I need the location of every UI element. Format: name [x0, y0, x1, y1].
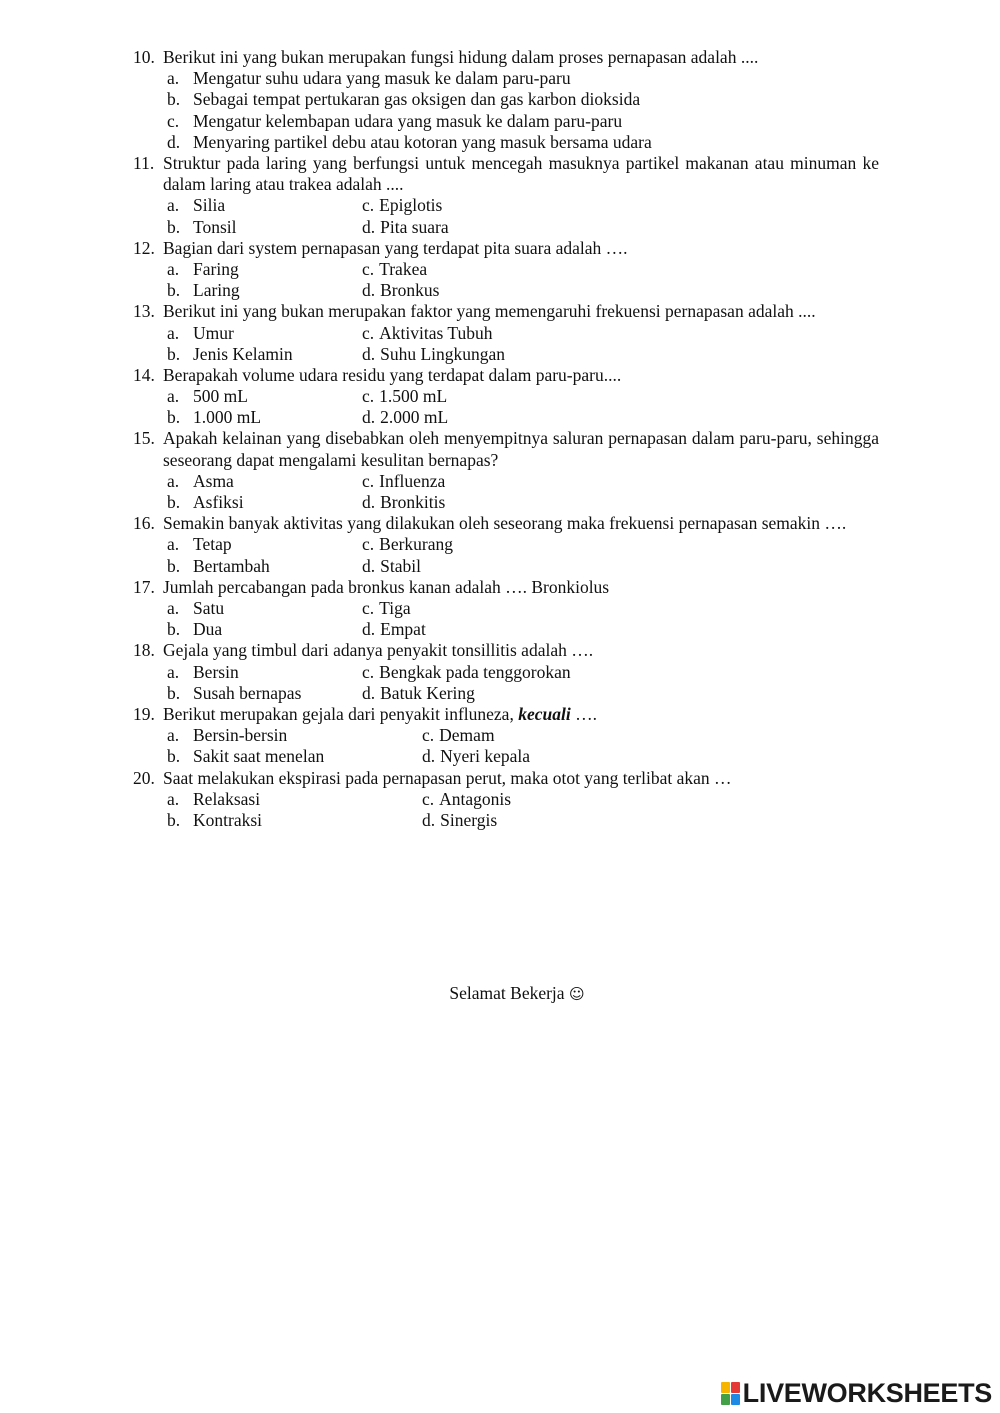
question-text-main: Berikut merupakan gejala dari penyakit influneza,	[163, 703, 519, 724]
answer-options	[163, 471, 879, 513]
option-letter: d.	[362, 492, 376, 513]
option-text: Bronkitis	[380, 492, 446, 513]
option-text: Umur	[193, 322, 234, 343]
option-letter: b.	[167, 746, 181, 767]
answer-option[interactable]	[163, 259, 362, 280]
question-text	[163, 301, 879, 322]
liveworksheets-logo-icon	[721, 1382, 740, 1405]
option-letter: b.	[167, 216, 181, 237]
option-letter: a.	[167, 386, 180, 407]
option-letter: a.	[167, 68, 180, 89]
answer-option[interactable]	[163, 810, 422, 831]
liveworksheets-brand[interactable]	[721, 1377, 992, 1408]
option-letter: d.	[362, 555, 376, 576]
option-letter: d.	[167, 131, 181, 152]
closing-message	[0, 983, 1000, 1005]
question-number: 20.	[133, 767, 155, 788]
answer-option[interactable]	[362, 195, 442, 216]
answer-option[interactable]	[163, 280, 362, 301]
option-text: Jenis Kelamin	[193, 343, 293, 364]
option-text: Relaksasi	[193, 788, 261, 809]
option-text: Tonsil	[193, 216, 237, 237]
question-number: 15.	[133, 428, 155, 449]
answer-options	[163, 725, 879, 767]
question-text	[163, 768, 879, 789]
option-text: Sinergis	[440, 809, 498, 830]
question-text-main: Struktur pada laring yang berfungsi untuk mencegah masuknya partikel makanan atau minuman ke dalam laring atau trakea adalah ....	[163, 152, 879, 195]
question-number: 14.	[133, 364, 155, 385]
answer-option[interactable]	[163, 132, 652, 153]
question-text	[163, 428, 879, 470]
option-text: Sebagai tempat pertukaran gas oksigen dan gas karbon dioksida	[193, 89, 641, 110]
option-text: Sakit saat menelan	[193, 746, 325, 767]
option-letter: c.	[362, 258, 375, 279]
answer-option[interactable]	[163, 471, 362, 492]
option-text: Tiga	[379, 598, 411, 619]
answer-option[interactable]	[362, 386, 447, 407]
answer-option[interactable]	[163, 619, 362, 640]
answer-options	[163, 662, 879, 704]
option-text: Silia	[193, 195, 226, 216]
question-text	[163, 365, 879, 386]
option-letter: a.	[167, 322, 180, 343]
answer-option[interactable]	[163, 746, 422, 767]
option-text: Empat	[380, 619, 426, 640]
answer-option[interactable]	[163, 598, 362, 619]
option-letter: a.	[167, 598, 180, 619]
answer-options	[163, 598, 879, 640]
answer-option[interactable]	[362, 598, 411, 619]
question-number: 18.	[133, 640, 155, 661]
question-20	[133, 768, 879, 832]
option-letter: b.	[167, 280, 181, 301]
option-letter: c.	[362, 322, 375, 343]
question-number: 19.	[133, 703, 155, 724]
option-letter: c.	[362, 534, 375, 555]
option-text: Demam	[439, 725, 495, 746]
answer-options	[163, 195, 879, 237]
answer-option[interactable]	[163, 217, 362, 238]
answer-option[interactable]	[163, 662, 362, 683]
answer-option[interactable]	[163, 386, 362, 407]
option-letter: d.	[422, 746, 436, 767]
option-letter: b.	[167, 492, 181, 513]
question-14	[133, 365, 879, 429]
answer-option[interactable]	[362, 556, 421, 577]
question-text-main: Saat melakukan ekspirasi pada pernapasan perut, maka otot yang terlibat akan …	[163, 767, 732, 788]
answer-option[interactable]	[362, 683, 475, 704]
option-text: Influenza	[379, 470, 446, 491]
question-19	[133, 704, 879, 768]
answer-option[interactable]	[422, 725, 495, 746]
option-text: Bronkus	[380, 280, 440, 301]
option-letter: c.	[362, 598, 375, 619]
option-text: Antagonis	[439, 788, 512, 809]
option-text: Mengatur suhu udara yang masuk ke dalam paru-paru	[193, 68, 571, 89]
question-text-main: Semakin banyak aktivitas yang dilakukan oleh seseorang maka frekuensi pernapasan semakin ….	[163, 513, 847, 534]
question-text-main: Gejala yang timbul dari adanya penyakit tonsillitis adalah ….	[163, 640, 594, 661]
option-text: Trakea	[379, 258, 428, 279]
answer-option[interactable]	[422, 789, 511, 810]
option-text: Pita suara	[380, 216, 449, 237]
option-text: Laring	[193, 280, 240, 301]
option-letter: a.	[167, 195, 180, 216]
option-letter: a.	[167, 661, 180, 682]
option-letter: b.	[167, 555, 181, 576]
option-text: Aktivitas Tubuh	[379, 322, 493, 343]
option-letter: a.	[167, 470, 180, 491]
option-letter: b.	[167, 682, 181, 703]
option-letter: d.	[362, 619, 376, 640]
answer-option[interactable]	[163, 492, 362, 513]
closing-text: Selamat Bekerja	[449, 983, 565, 1003]
question-13	[133, 301, 879, 365]
question-number: 17.	[133, 576, 155, 597]
option-letter: c.	[362, 661, 375, 682]
question-text-main: Jumlah percabangan pada bronkus kanan adalah …. Bronkiolus	[163, 576, 610, 597]
option-text: Tetap	[193, 534, 232, 555]
answer-option[interactable]	[362, 259, 427, 280]
answer-option[interactable]	[163, 789, 422, 810]
answer-options	[163, 323, 879, 365]
option-text: Faring	[193, 258, 239, 279]
question-10	[133, 47, 879, 153]
question-text	[163, 47, 879, 68]
option-letter: b.	[167, 407, 181, 428]
option-letter: d.	[362, 280, 376, 301]
option-text: 1.500 mL	[379, 386, 448, 407]
question-number: 10.	[133, 47, 155, 67]
option-text: Batuk Kering	[380, 682, 475, 703]
question-text	[163, 513, 879, 534]
option-letter: a.	[167, 258, 180, 279]
option-letter: a.	[167, 788, 180, 809]
question-11	[133, 153, 879, 238]
question-17	[133, 577, 879, 641]
option-text: 1.000 mL	[193, 407, 262, 428]
answer-option[interactable]	[163, 407, 362, 428]
answer-option[interactable]	[362, 492, 445, 513]
option-text: Menyaring partikel debu atau kotoran yang masuk bersama udara	[193, 131, 652, 152]
option-text: Bersin	[193, 661, 239, 682]
question-text	[163, 238, 879, 259]
option-text: Stabil	[380, 555, 421, 576]
option-letter: c.	[167, 110, 180, 131]
answer-options	[163, 386, 879, 428]
option-text: Berkurang	[379, 534, 454, 555]
option-text: Epiglotis	[379, 195, 443, 216]
answer-option[interactable]	[163, 534, 362, 555]
option-letter: b.	[167, 343, 181, 364]
question-number: 11.	[133, 152, 155, 173]
option-text: Susah bernapas	[193, 682, 302, 703]
smiley-icon: ☺	[568, 985, 585, 1003]
answer-option[interactable]	[422, 810, 497, 831]
option-text: Satu	[193, 598, 225, 619]
question-text	[163, 704, 879, 725]
option-text: Bertambah	[193, 555, 270, 576]
option-letter: c.	[362, 195, 375, 216]
question-text-main: Berikut ini yang bukan merupakan fungsi hidung dalam proses pernapasan adalah ....	[163, 47, 759, 67]
answer-option[interactable]	[362, 280, 439, 301]
option-text: Mengatur kelembapan udara yang masuk ke dalam paru-paru	[193, 110, 623, 131]
answer-option[interactable]	[362, 619, 426, 640]
option-text: Kontraksi	[193, 809, 263, 830]
question-text-main: Apakah kelainan yang disebabkan oleh menyempitnya saluran pernapasan dalam paru-paru, sehingga seseorang dapat mengalami kesulitan bernapas?	[163, 428, 879, 470]
option-letter: d.	[362, 407, 376, 428]
option-text: Asfiksi	[193, 492, 244, 513]
option-letter: c.	[422, 725, 435, 746]
option-letter: c.	[422, 788, 435, 809]
answer-options	[163, 534, 879, 576]
answer-option[interactable]	[163, 68, 571, 89]
answer-option[interactable]	[163, 344, 362, 365]
answer-option[interactable]	[422, 746, 530, 767]
option-letter: d.	[422, 809, 436, 830]
question-text	[163, 153, 879, 195]
answer-options	[163, 259, 879, 301]
option-text: Asma	[193, 470, 234, 491]
option-letter: d.	[362, 343, 376, 364]
option-letter: d.	[362, 682, 376, 703]
option-text: Bersin-bersin	[193, 725, 288, 746]
answer-option[interactable]	[163, 725, 422, 746]
question-text-main: Berikut ini yang bukan merupakan faktor yang memengaruhi frekuensi pernapasan adalah ....	[163, 301, 816, 322]
option-text: Nyeri kepala	[440, 746, 531, 767]
answer-option[interactable]	[362, 662, 571, 683]
answer-options	[163, 789, 879, 831]
option-letter: b.	[167, 619, 181, 640]
question-text-main: Berapakah volume udara residu yang terdapat dalam paru-paru....	[163, 364, 622, 385]
option-text: 500 mL	[193, 386, 248, 407]
answer-option[interactable]	[163, 323, 362, 344]
answer-option[interactable]	[362, 217, 449, 238]
answer-option[interactable]	[362, 471, 445, 492]
question-number: 16.	[133, 513, 155, 534]
brand-name: LIVEWORKSHEETS	[742, 1377, 992, 1408]
option-letter: b.	[167, 809, 181, 830]
question-text-main: Bagian dari system pernapasan yang terdapat pita suara adalah ….	[163, 237, 628, 258]
answer-option[interactable]	[163, 195, 362, 216]
question-12	[133, 238, 879, 302]
option-letter: c.	[362, 470, 375, 491]
worksheet-questions	[133, 47, 879, 831]
question-number: 13.	[133, 301, 155, 322]
answer-option[interactable]	[163, 89, 640, 110]
option-text: Suhu Lingkungan	[380, 343, 506, 364]
option-letter: d.	[362, 216, 376, 237]
question-emphasis: kecuali	[518, 703, 571, 724]
question-number: 12.	[133, 237, 155, 258]
answer-option[interactable]	[163, 111, 622, 132]
question-text	[163, 640, 879, 661]
option-text: Bengkak pada tenggorokan	[379, 661, 571, 682]
question-16	[133, 513, 879, 577]
question-text	[163, 577, 879, 598]
question-18	[133, 640, 879, 704]
answer-option[interactable]	[163, 556, 362, 577]
option-letter: a.	[167, 725, 180, 746]
answer-option[interactable]	[362, 534, 453, 555]
option-text: 2.000 mL	[380, 407, 449, 428]
option-text: Dua	[193, 619, 223, 640]
question-15	[133, 428, 879, 513]
option-letter: c.	[362, 386, 375, 407]
question-text-end: ….	[570, 703, 597, 724]
option-letter: b.	[167, 89, 181, 110]
answer-option[interactable]	[362, 407, 448, 428]
answer-option[interactable]	[163, 683, 362, 704]
option-letter: a.	[167, 534, 180, 555]
answer-options	[163, 68, 879, 153]
answer-option[interactable]	[362, 323, 492, 344]
answer-option[interactable]	[362, 344, 505, 365]
